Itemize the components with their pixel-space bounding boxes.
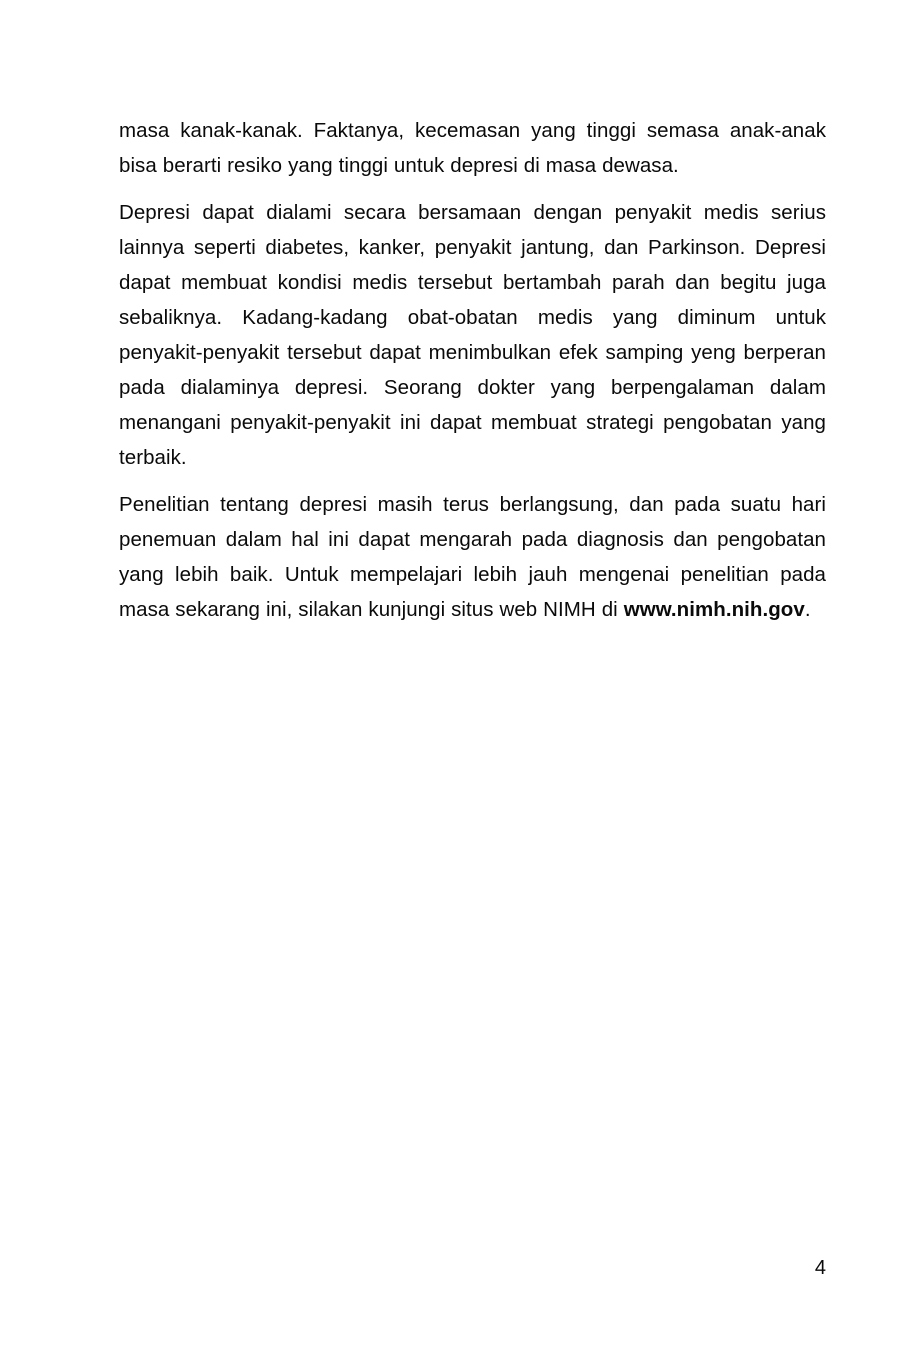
paragraph-continuation: masa kanak-kanak. Faktanya, kecemasan yang tinggi semasa anak-anak bisa berarti resiko yang tinggi untuk depresi di masa dewasa. <box>119 119 826 177</box>
body-text-column <box>119 113 826 627</box>
nimh-website-url: www.nimh.nih.gov <box>623 598 805 621</box>
paragraph-penelitian <box>119 487 826 627</box>
page-number: 4 <box>814 1257 826 1279</box>
paragraph-komorbiditas: Depresi dapat dialami secara bersamaan dengan penyakit medis serius lainnya seperti diabetes, kanker, penyakit jantung, dan Parkinson. Depresi dapat membuat kondisi medis tersebut bertambah parah dan begitu juga sebaliknya. Kadang-kadang obat-obatan medis yang diminum untuk penyakit-penyakit tersebut dapat menimbulkan efek samping yeng berperan pada dialaminya depresi. Seorang dokter yang berpengalaman dalam menangani penyakit-penyakit ini dapat membuat strategi pengobatan yang terbaik. <box>119 201 826 469</box>
paragraph-penelitian-trailing: . <box>804 598 811 621</box>
paragraph-penelitian-lead: Penelitian tentang depresi masih terus berlangsung, dan pada suatu hari penemuan dalam hal ini dapat mengarah pada diagnosis dan pengobatan yang lebih baik. Untuk mempelajari lebih jauh mengenai penelitian pada masa sekarang ini, silakan kunjungi situs web NIMH di <box>119 493 826 621</box>
